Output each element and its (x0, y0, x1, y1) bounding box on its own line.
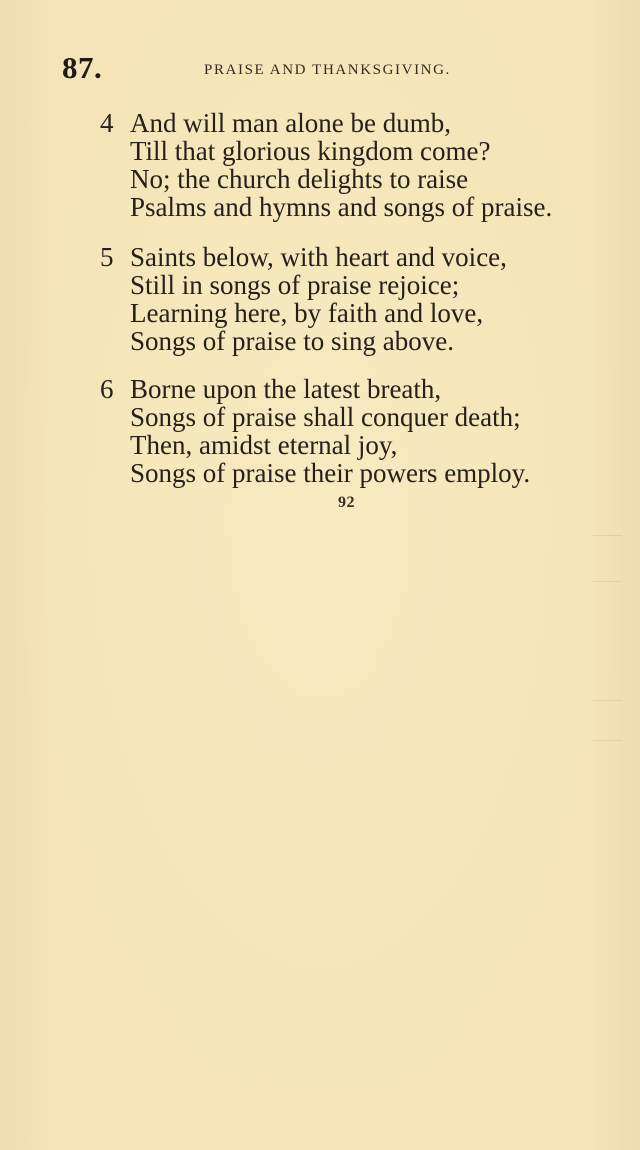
page-header (62, 50, 512, 90)
bleed-through-mark (592, 700, 622, 701)
bleed-through-mark (592, 581, 622, 582)
verse-line: And will man alone be dumb, (130, 108, 451, 138)
verse-line: Then, amidst eternal joy, (130, 430, 398, 460)
verse-line: No; the church delights to raise (130, 164, 469, 194)
stanza-number: 4 (100, 108, 114, 138)
verse-line: Till that glorious kingdom come? (130, 136, 491, 166)
verse-line: Still in songs of praise rejoice; (130, 270, 460, 300)
page-number: 92 (338, 494, 355, 511)
stanza-number: 5 (100, 242, 114, 272)
verse-line: Songs of praise shall conquer death; (130, 402, 521, 432)
hymn-number: 87. (62, 50, 103, 85)
bleed-through-mark (592, 535, 622, 536)
running-head: PRAISE AND THANKSGIVING. (204, 62, 451, 78)
bleed-through-mark (592, 740, 622, 741)
verse-line: Songs of praise their powers employ. (130, 458, 531, 488)
verse-line: Borne upon the latest breath, (130, 374, 442, 404)
verse-line: Songs of praise to sing above. (130, 326, 454, 356)
verse-line: Learning here, by faith and love, (130, 298, 484, 328)
stanza-number: 6 (100, 374, 114, 404)
verse-line: Saints below, with heart and voice, (130, 242, 507, 272)
verse-line: Psalms and hymns and songs of praise. (130, 192, 553, 222)
